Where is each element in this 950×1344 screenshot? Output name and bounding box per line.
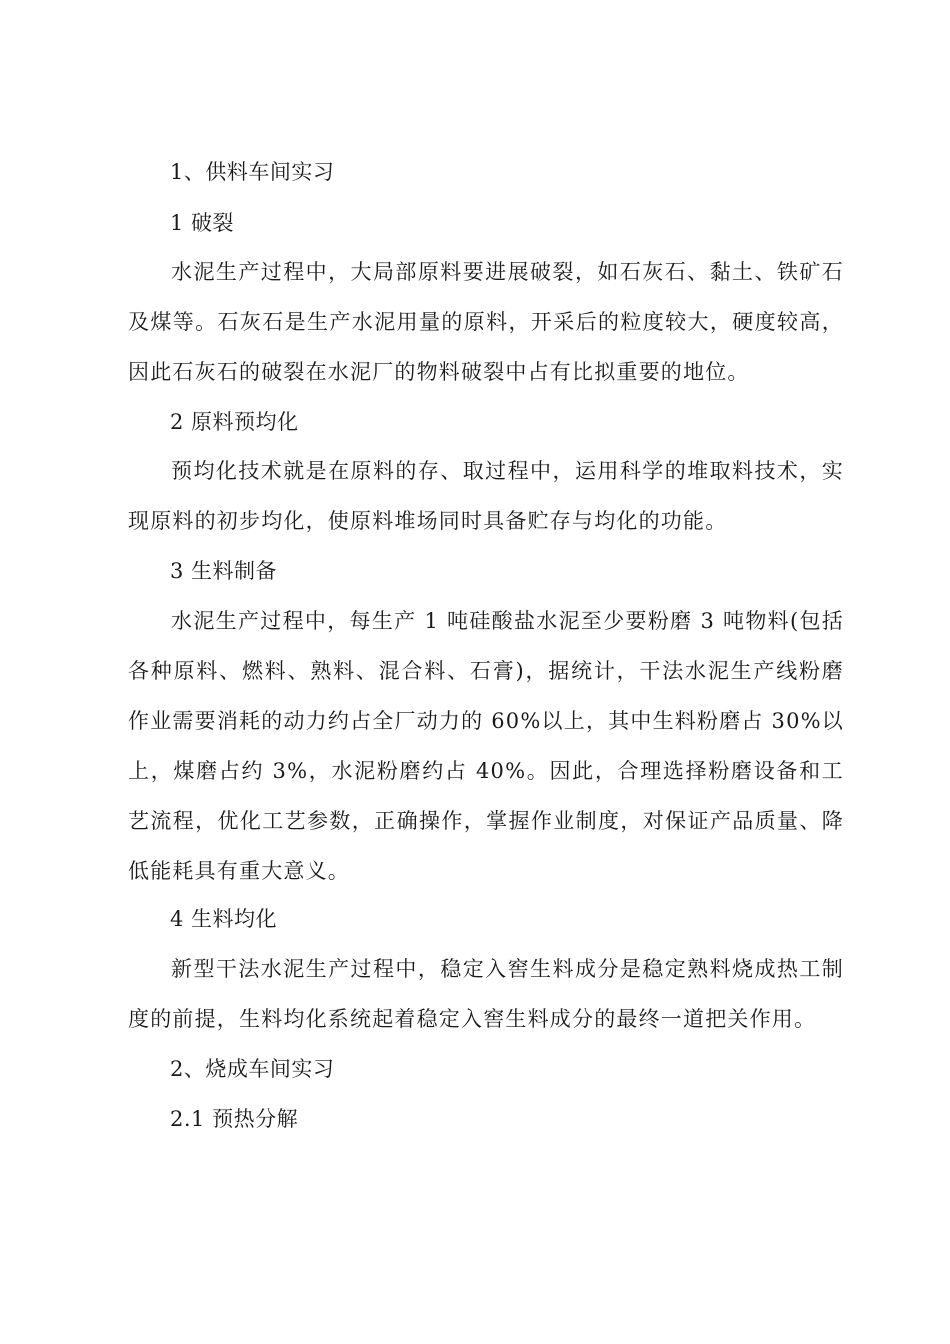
subheading-prehomogenization: 2 原料预均化 [170, 410, 299, 434]
paragraph-prehomogenization: 预均化技术就是在原料的存、取过程中，运用科学的堆取料技术，实现原料的初步均化，使原料堆场同时具备贮存与均化的功能。 [128, 459, 844, 533]
paragraph-raw-meal-preparation: 水泥生产过程中，每生产 1 吨硅酸盐水泥至少要粉磨 3 吨物料(包括各种原料、燃料、熟料、混合料、石膏)，据统计，干法水泥生产线粉磨作业需要消耗的动力约占全厂动力的 60%以上，其中生料粉磨占 30%以上，煤磨占约 3%，水泥粉磨约占 40%。因此，合理选择粉磨设备和工艺流程，优化工艺参数，正确操作，掌握作业制度，对保证产品质量、降低能耗具有重大意义。 [128, 609, 844, 883]
section-heading-2: 2、烧成车间实习 [170, 1057, 335, 1081]
subheading-raw-meal-preparation: 3 生料制备 [170, 559, 278, 583]
subheading-raw-meal-homogenization: 4 生料均化 [170, 907, 278, 931]
section-heading-1: 1、供料车间实习 [170, 160, 335, 184]
subheading-preheating: 2.1 预热分解 [170, 1107, 299, 1131]
paragraph-raw-meal-homogenization: 新型干法水泥生产过程中，稳定入窖生料成分是稳定熟料烧成热工制度的前提，生料均化系统起着稳定入窖生料成分的最终一道把关作用。 [128, 957, 844, 1031]
subheading-crushing: 1 破裂 [170, 211, 235, 235]
paragraph-crushing: 水泥生产过程中，大局部原料要进展破裂，如石灰石、黏土、铁矿石及煤等。石灰石是生产水泥用量的原料，开采后的粒度较大，硬度较高，因此石灰石的破裂在水泥厂的物料破裂中占有比拟重要的地位。 [128, 260, 844, 384]
